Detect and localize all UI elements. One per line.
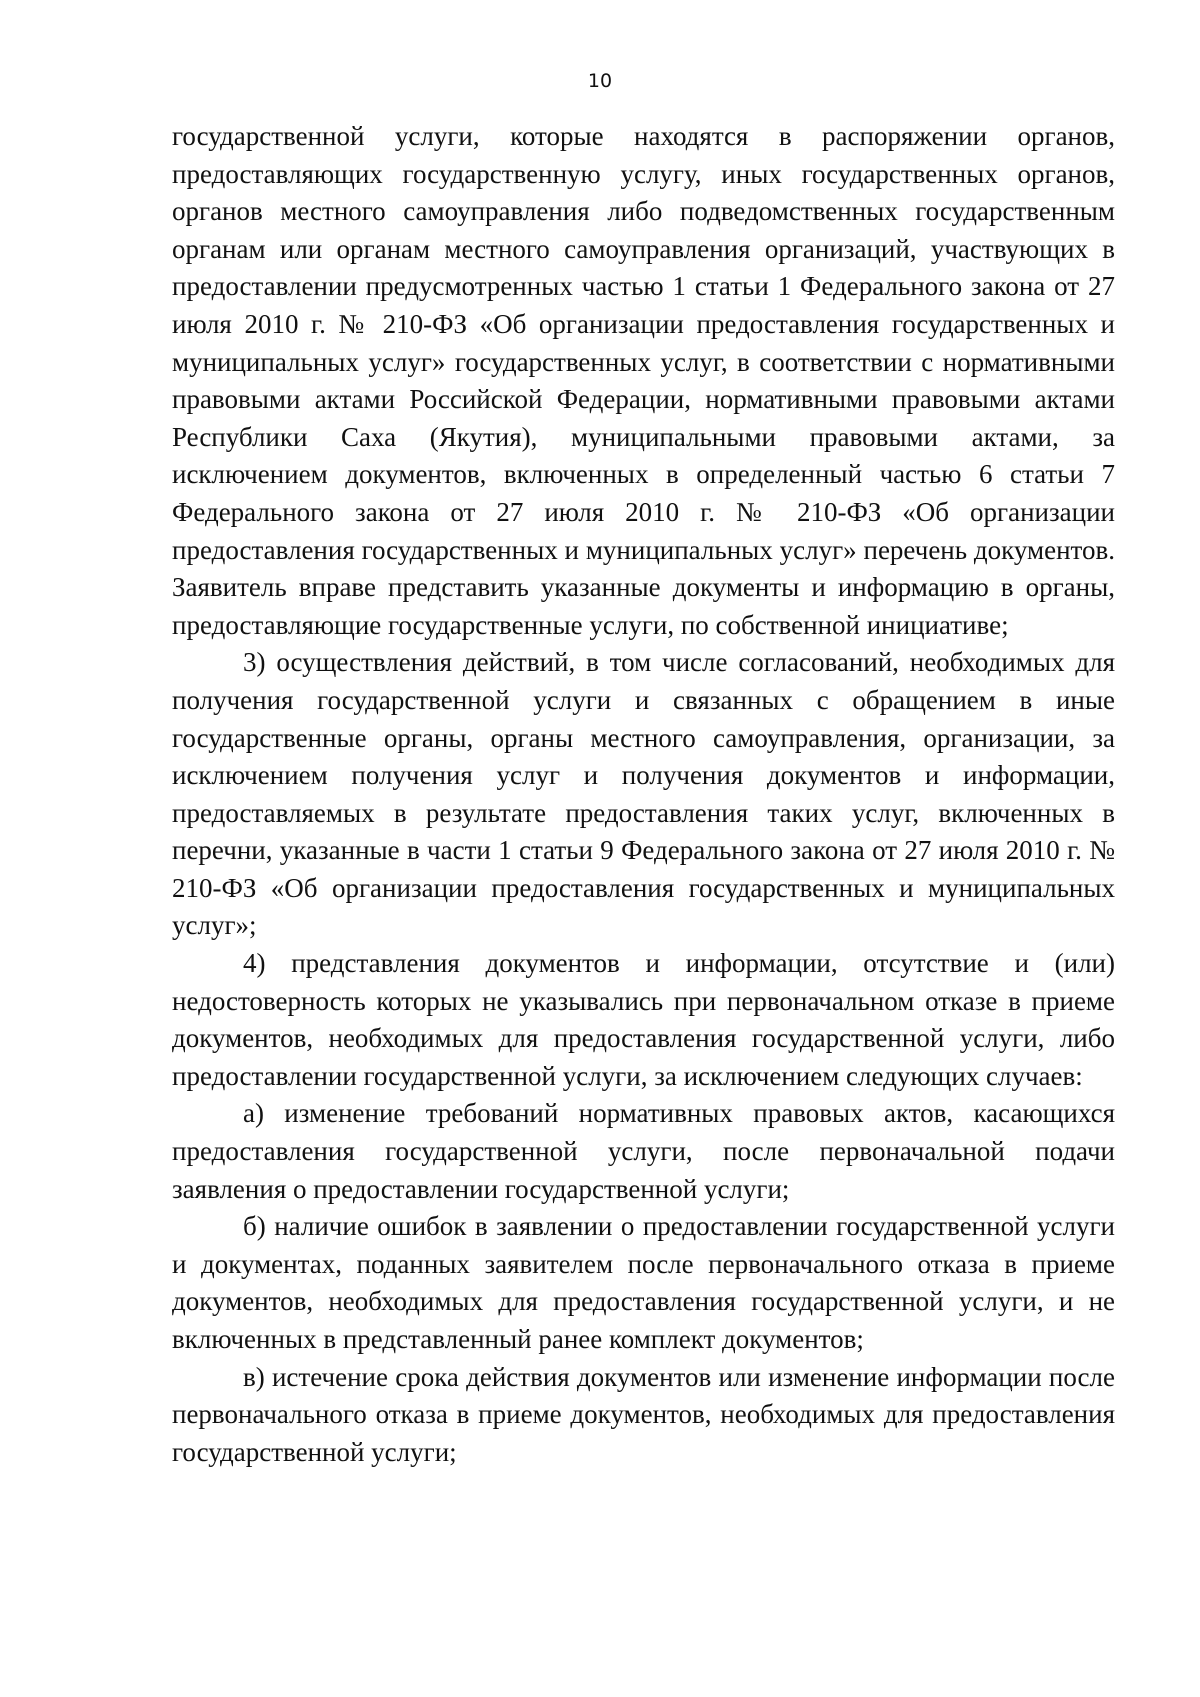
paragraph-item-3: 3) осуществления действий, в том числе согласований, необходимых для получения государственной услуги и связанных с обращением в иные государственные органы, органы местного самоуправления, организации, за исключением получения услуг и получения документов и информации, предоставляемых в результате предоставления таких услуг, включенных в перечни, указанные в части 1 статьи 9 Федерального закона от 27 июля 2010 г. № 210-ФЗ «Об организации предоставления государственных и муниципальных услуг»; xyxy=(172,647,1115,941)
document-body xyxy=(172,118,1115,1471)
page-number: 10 xyxy=(587,70,613,92)
paragraph-subitem-a: а) изменение требований нормативных правовых актов, касающихся предоставления государственной услуги, после первоначальной подачи заявления о предоставлении государственной услуги; xyxy=(172,1098,1115,1204)
paragraph-continuation: государственной услуги, которые находятся в распоряжении органов, предоставляющих государственную услугу, иных государственных органов, органов местного самоуправления либо подведомственных государственным органам или органам местного самоуправления организаций, участвующих в предоставлении предусмотренных частью 1 статьи 1 Федерального закона от 27 июля 2010 г. № 210-ФЗ «Об организации предоставления государственных и муниципальных услуг» государственных услуг, в соответствии с нормативными правовыми актами Российской Федерации, нормативными правовыми актами Республики Саха (Якутия), муниципальными правовыми актами, за исключением документов, включенных в определенный частью 6 статьи 7 Федерального закона от 27 июля 2010 г. № 210-ФЗ «Об организации предоставления государственных и муниципальных услуг» перечень документов. Заявитель вправе представить указанные документы и информацию в органы, предоставляющие государственные услуги, по собственной инициативе; xyxy=(172,121,1115,640)
paragraph-item-4: 4) представления документов и информации, отсутствие и (или) недостоверность которых не указывались при первоначальном отказе в приеме документов, необходимых для предоставления государственной услуги, либо предоставлении государственной услуги, за исключением следующих случаев: xyxy=(172,948,1115,1091)
paragraph-subitem-b: б) наличие ошибок в заявлении о предоставлении государственной услуги и документах, поданных заявителем после первоначального отказа в приеме документов, необходимых для предоставления государственной услуги, и не включенных в представленный ранее комплект документов; xyxy=(172,1211,1115,1354)
paragraph-subitem-v: в) истечение срока действия документов или изменение информации после первоначального отказа в приеме документов, необходимых для предоставления государственной услуги; xyxy=(172,1361,1115,1467)
